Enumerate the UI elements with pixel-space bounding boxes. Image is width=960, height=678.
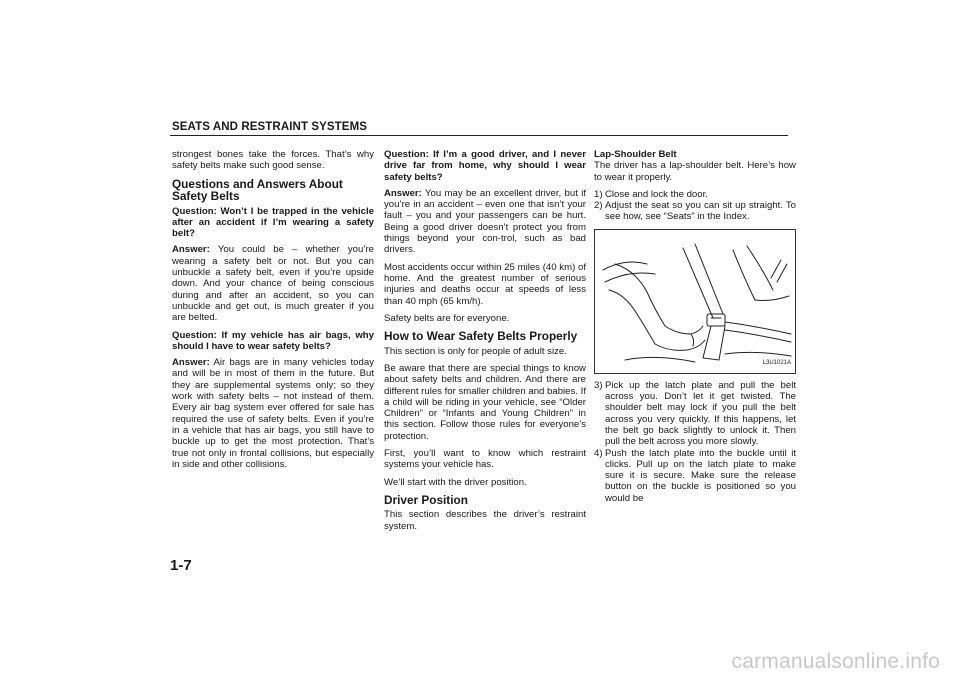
page-number: 1-7 bbox=[170, 557, 192, 574]
header-rule bbox=[170, 135, 788, 136]
step-text: Push the latch plate into the buckle until it clicks. Pull up on the latch plate to make sure it is secure. Make sure the release button on the buckle is positioned so you would be bbox=[605, 447, 796, 504]
question-3: Question: If I’m a good driver, and I never drive far from home, why should I wear safety belts? bbox=[384, 149, 586, 183]
figure-code: L3U1021A bbox=[762, 360, 791, 367]
answer-label: Answer: bbox=[172, 357, 210, 369]
steps-list-a bbox=[594, 189, 796, 223]
step-number: 3) bbox=[594, 379, 603, 391]
question-2: Question: If my vehicle has air bags, why should I have to wear safety belts? bbox=[172, 329, 374, 352]
steps-list-b bbox=[594, 380, 796, 504]
paragraph-start-driver: We’ll start with the driver position. bbox=[384, 476, 527, 488]
subheading-lap-shoulder-belt: Lap-Shoulder Belt bbox=[594, 149, 677, 160]
heading-driver-position: Driver Position bbox=[384, 492, 468, 507]
list-item bbox=[594, 189, 796, 200]
paragraph-adult-size: This section is only for people of adult size. bbox=[384, 345, 567, 357]
paragraph-driver: This section describes the driver’s restraint system. bbox=[384, 509, 586, 532]
answer-text: You may be an excellent driver, but if you’re in an accident – even one that isn’t your fault – you and your passengers can be hurt. Being a good driver doesn’t protect you from things beyond your con-trol, such as bad drivers. bbox=[384, 187, 586, 256]
step-text: Pick up the latch plate and pull the belt across you. Don’t let it get twisted. The shoulder belt may lock if you pull the belt across you very quickly. If this happens, let the belt go back slightly to unlock it. Then pull the belt across you more slowly. bbox=[605, 379, 796, 448]
step-number: 1) bbox=[594, 188, 603, 200]
list-item bbox=[594, 380, 796, 448]
heading-questions-answers: Questions and Answers About Safety Belts bbox=[172, 176, 343, 204]
answer-text: Air bags are in many vehicles today and will be in most of them in the future. But they are supplemental systems only; so they work with safety belts – not instead of them. Every air bag system ever offered for sale has required the use of safety belts. Even if you’re in a vehicle that has air bags, you still have to buckle up to get the most protection. That’s true not only in frontal collisions, but especially in side and other collisions. bbox=[172, 357, 374, 470]
column-1 bbox=[172, 149, 374, 476]
list-item bbox=[594, 200, 796, 223]
watermark: carmanualsonline.info bbox=[731, 650, 940, 673]
heading-how-to-wear: How to Wear Safety Belts Properly bbox=[384, 329, 578, 344]
section-title: SEATS AND RESTRAINT SYSTEMS bbox=[172, 121, 368, 133]
answer-text: You could be – whether you’re wearing a safety belt or not. But you can unbuckle a safety belt, even if you’re upside down. And your chance of being conscious during and after an accident, so you can unbuckle and get out, is much greater if you are belted. bbox=[172, 244, 374, 324]
paragraph-be-aware: Be aware that there are special things to know about safety belts and children. And there are different rules for smaller children and babies. If a child will be riding in your vehicle, see “Older Children” or “Infants and Young Children” in this section. Follow those rules for everyone’s protection. bbox=[384, 362, 586, 442]
answer-label: Answer: bbox=[172, 244, 210, 256]
step-text: Adjust the seat so you can sit up straight. To see how, see “Seats” in the Index. bbox=[605, 200, 796, 223]
paragraph-intro: strongest bones take the forces. That’s why safety belts make such good sense. bbox=[172, 149, 374, 172]
paragraph-lap-shoulder: The driver has a lap-shoulder belt. Here’s how to wear it properly. bbox=[594, 160, 796, 183]
seat-belt-illustration bbox=[594, 229, 796, 374]
answer-1 bbox=[172, 244, 374, 323]
column-3 bbox=[594, 149, 796, 510]
paragraph-everyone: Safety belts are for everyone. bbox=[384, 312, 510, 324]
seat-belt-drawing bbox=[595, 230, 795, 373]
column-2 bbox=[384, 149, 586, 538]
answer-label: Answer: bbox=[384, 187, 422, 199]
step-number: 2) bbox=[594, 200, 603, 212]
paragraph-first: First, you’ll want to know which restraint systems your vehicle has. bbox=[384, 448, 586, 471]
question-1: Question: Won’t I be trapped in the vehicle after an accident if I’m wearing a safety belt? bbox=[172, 205, 374, 240]
step-text: Close and lock the door. bbox=[605, 188, 708, 200]
list-item bbox=[594, 448, 796, 504]
answer-2 bbox=[172, 357, 374, 470]
step-number: 4) bbox=[594, 447, 603, 459]
paragraph-most-accidents: Most accidents occur within 25 miles (40 km) of home. And the greatest number of serious injuries and deaths occur at speeds of less than 40 mph (65 km/h). bbox=[384, 261, 586, 307]
answer-3 bbox=[384, 188, 586, 256]
